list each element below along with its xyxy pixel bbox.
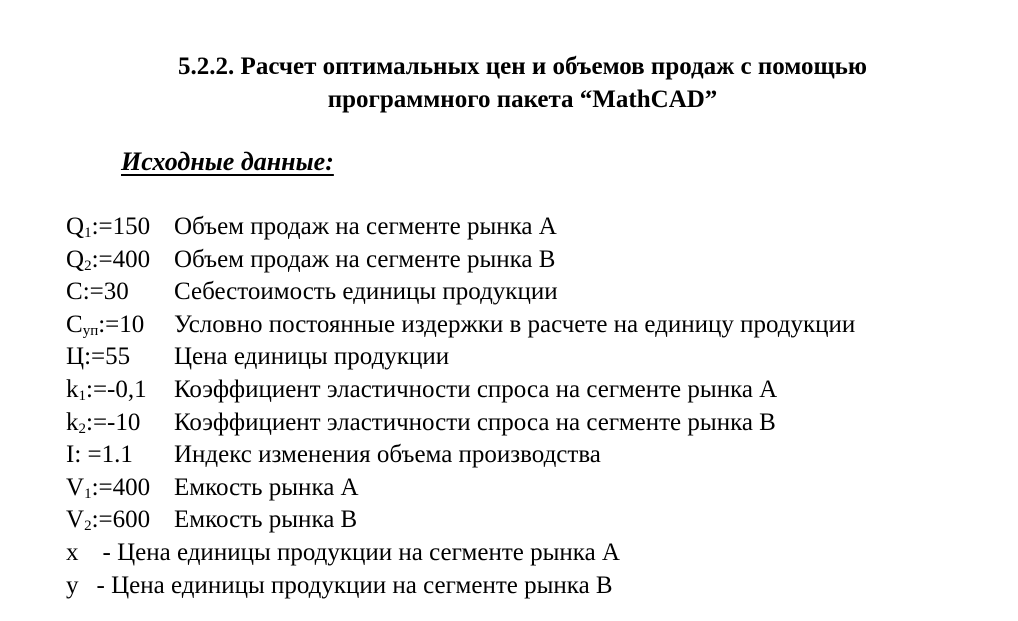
param-variable: $Q_1:=150$ (66, 213, 151, 241)
param-row-x (66, 537, 855, 570)
param-row-cup (66, 309, 855, 342)
param-variable: $С_{уп}:=10$ (66, 310, 145, 339)
param-row-v2 (66, 504, 855, 537)
page-title (0, 50, 1018, 116)
param-row-q1 (66, 211, 855, 244)
param-variable: С:=30 (66, 278, 129, 306)
param-variable: Ц:=55 (66, 343, 131, 371)
param-description: - Цена единицы продукции на сегменте рынка В (96, 571, 613, 599)
parameter-list (66, 211, 855, 602)
section-subheading: Исходные данные: (121, 147, 334, 176)
title-line-1: 5.2.2. Расчет оптимальных цен и объемов продаж с помощью (178, 53, 867, 80)
param-description: Коэффициент эластичности спроса на сегменте рынка В (174, 408, 776, 436)
title-line-2: программного пакета “MathCAD” (327, 86, 718, 113)
param-row-q2 (66, 244, 855, 277)
param-row-k2 (66, 407, 855, 440)
param-description: Коэффициент эластичности спроса на сегменте рынка А (174, 375, 778, 403)
param-description: Условно постоянные издержки в расчете на единицу продукции (174, 310, 856, 338)
param-variable: $Q_2:=400$ (66, 245, 151, 274)
param-description: Индекс изменения объема производства (174, 441, 601, 469)
param-row-v1 (66, 472, 855, 505)
param-description: Себестоимость единицы продукции (174, 278, 558, 306)
param-description: Объем продаж на сегменте рынка В (174, 245, 556, 273)
param-row-c (66, 276, 855, 309)
param-row-k1 (66, 374, 855, 407)
param-variable: $k_1:=-0,1$ (66, 375, 147, 404)
param-row-i (66, 439, 855, 472)
param-variable: y (66, 571, 79, 599)
param-variable: $V_2:=600$ (66, 506, 151, 535)
param-description: Цена единицы продукции (174, 343, 450, 371)
param-variable: $V_1:=400$ (66, 473, 151, 502)
param-variable: I: =1.1 (66, 441, 133, 469)
param-description: - Цена единицы продукции на сегменте рынка А (102, 538, 620, 566)
param-row-price (66, 341, 855, 374)
param-description: Емкость рынка А (174, 473, 359, 501)
param-description: Объем продаж на сегменте рынка А (174, 213, 557, 240)
param-variable: x (66, 538, 79, 566)
param-description: Емкость рынка В (174, 506, 358, 534)
param-row-y (66, 570, 855, 603)
param-variable: $k_2:=-10$ (66, 408, 141, 437)
